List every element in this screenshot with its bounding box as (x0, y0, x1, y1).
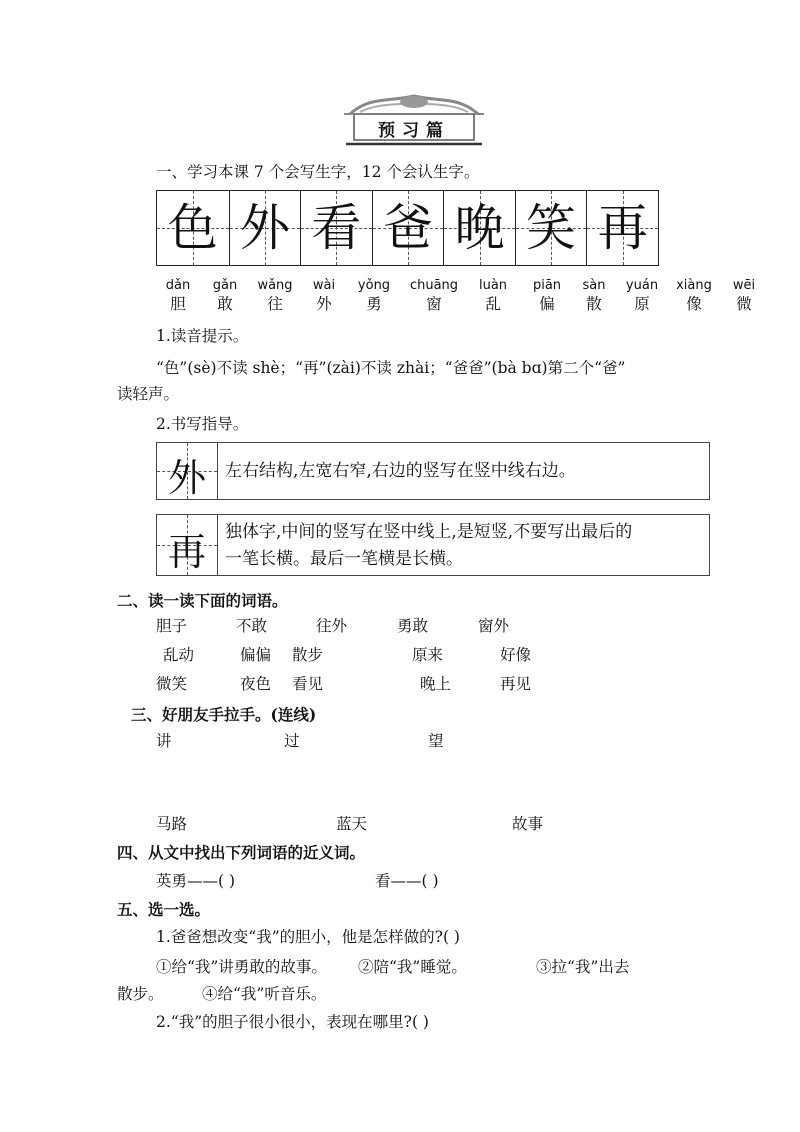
word-item: 往外 (316, 617, 348, 635)
section3-title: 三、好朋友手拉手。(连线) (131, 705, 317, 724)
option: ③拉“我”出去 (536, 958, 630, 976)
recognize-item: chuāng 窗 (409, 278, 459, 313)
char-cell: 看 (300, 191, 372, 265)
word-item: 微笑 (156, 675, 188, 693)
header-ornament (340, 92, 488, 148)
option: ①给“我”讲勇敢的故事。 (156, 958, 327, 976)
recognize-item: xiàng 像 (676, 278, 712, 313)
recognize-item: wài 外 (312, 278, 336, 313)
recognize-item: piān 偏 (532, 278, 562, 313)
char-cell: 外 (229, 191, 301, 265)
writing-char-grid (156, 190, 659, 266)
match-word-bottom: 马路 (156, 815, 188, 833)
recognize-item: yuán 原 (625, 278, 659, 313)
recognize-item: sàn 散 (582, 278, 606, 313)
word-item: 看见 (292, 675, 324, 693)
match-word-top: 讲 (156, 732, 172, 750)
guide-char-cell: 再 (157, 515, 218, 575)
char-cell: 色 (157, 191, 229, 265)
match-word-top: 望 (428, 732, 444, 750)
question: 2.“我”的胆子很小很小，表现在哪里?( ) (156, 1013, 429, 1031)
word-item: 原来 (412, 646, 444, 664)
pronunciation-line: 读轻声。 (117, 385, 180, 403)
word-item: 好像 (500, 646, 532, 664)
word-item: 再见 (500, 675, 532, 693)
writing-guide-box (156, 442, 710, 500)
word-item: 偏偏 (240, 646, 272, 664)
writing-guide-box (156, 514, 710, 576)
char-cell: 晚 (443, 191, 515, 265)
char-cell: 爸 (372, 191, 444, 265)
synonym-item: 英勇——( ) (156, 872, 236, 890)
match-word-bottom: 蓝天 (336, 815, 368, 833)
match-word-top: 过 (284, 732, 300, 750)
word-item: 晚上 (420, 675, 452, 693)
question: 1.爸爸想改变“我”的胆小，他是怎样做的?( ) (156, 928, 460, 946)
section4-title: 四、从文中找出下列词语的近义词。 (117, 843, 366, 862)
guide-text: 独体字,中间的竖写在竖中线上,是短竖,不要写出最后的 (225, 522, 633, 542)
word-item: 胆子 (156, 617, 188, 635)
page-title: 预习篇 (378, 121, 450, 141)
guide-text: 一笔长横。最后一笔横是长横。 (225, 549, 463, 569)
word-item: 散步 (292, 646, 324, 664)
recognize-item: wǎng 往 (257, 278, 293, 313)
section5-title: 五、选一选。 (117, 900, 211, 919)
recognize-item: dǎn 胆 (165, 278, 191, 313)
word-item: 窗外 (478, 617, 510, 635)
match-word-bottom: 故事 (512, 815, 544, 833)
word-item: 不敢 (236, 617, 268, 635)
char-cell: 再 (586, 191, 658, 265)
word-item: 夜色 (240, 675, 272, 693)
synonym-item: 看——( ) (375, 872, 439, 890)
section2-title: 二、读一读下面的词语。 (117, 591, 288, 610)
pronunciation-line: “色”(sè)不读 shè；“再”(zài)不读 zhài；“爸爸”(bà bɑ)第二个“爸” (156, 359, 626, 377)
word-item: 勇敢 (397, 617, 429, 635)
recognize-item: luàn 乱 (478, 278, 508, 313)
section1-title: 一、学习本课 7 个会写生字，12 个会认生字。 (156, 163, 480, 181)
option: ④给“我”听音乐。 (202, 985, 327, 1003)
guide-text: 左右结构,左宽右窄,右边的竖写在竖中线右边。 (225, 461, 576, 481)
pronunciation-title: 1.读音提示。 (156, 327, 249, 345)
word-item: 乱动 (163, 646, 195, 664)
char-cell: 笑 (515, 191, 587, 265)
recognize-item: yǒng 勇 (357, 278, 391, 313)
guide-char-cell: 外 (157, 443, 218, 499)
option: ②陪“我”睡觉。 (358, 958, 467, 976)
writing-title: 2.书写指导。 (156, 415, 249, 433)
recognize-item: gǎn 敢 (212, 278, 238, 313)
option-continuation: 散步。 (117, 985, 164, 1003)
recognize-item: wēi 微 (732, 278, 756, 313)
